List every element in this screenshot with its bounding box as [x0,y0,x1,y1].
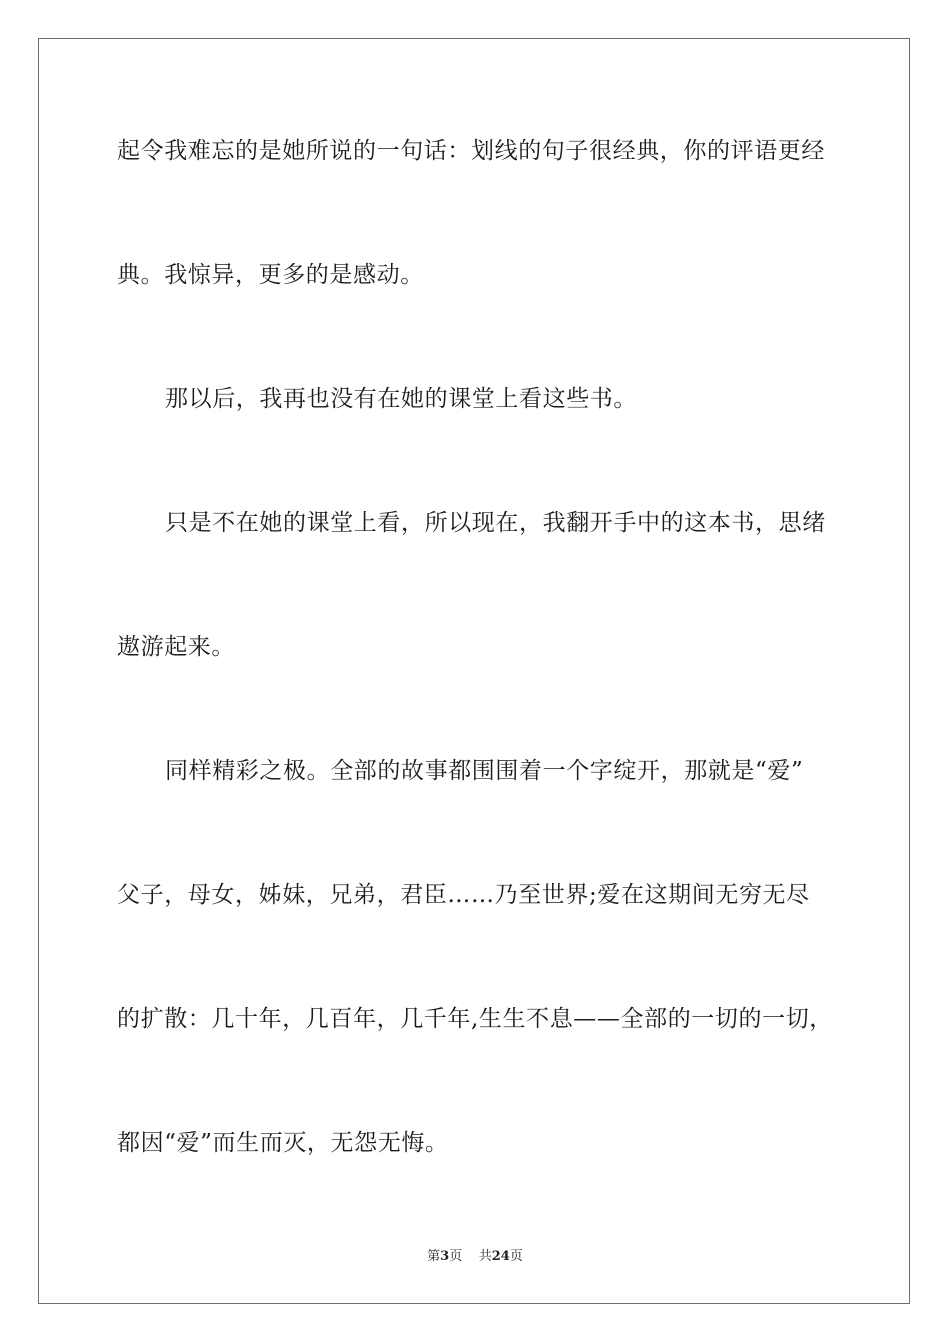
page-suffix: 页 [449,1249,463,1264]
total-suffix: 页 [509,1249,523,1264]
total-pages: 24 [491,1249,510,1264]
paragraph-line-3: 那以后，我再也没有在她的课堂上看这些书。 [165,386,637,412]
page-border [38,38,910,1304]
page-prefix: 第 [427,1249,441,1264]
paragraph-line-2: 典。我惊异，更多的是感动。 [117,262,424,288]
paragraph-line-8: 的扩散：几十年，几百年，几千年,生生不息——全部的一切的一切， [117,1006,833,1032]
page-footer [0,1248,950,1266]
paragraph-line-7: 父子，母女，姊妹，兄弟，君臣……乃至世界;爱在这期间无穷无尽 [117,882,810,908]
paragraph-line-1: 起令我难忘的是她所说的一句话：划线的句子很经典，你的评语更经 [117,138,825,164]
paragraph-line-6: 同样精彩之极。全部的故事都围围着一个字绽开，那就是“爱” [165,758,804,784]
page-number: 3 [440,1249,450,1264]
paragraph-line-9: 都因“爱”而生而灭，无怨无悔。 [117,1130,449,1156]
paragraph-line-5: 遨游起来。 [117,634,235,660]
total-prefix: 共 [478,1249,492,1264]
paragraph-line-4: 只是不在她的课堂上看，所以现在，我翻开手中的这本书，思绪 [165,510,826,536]
